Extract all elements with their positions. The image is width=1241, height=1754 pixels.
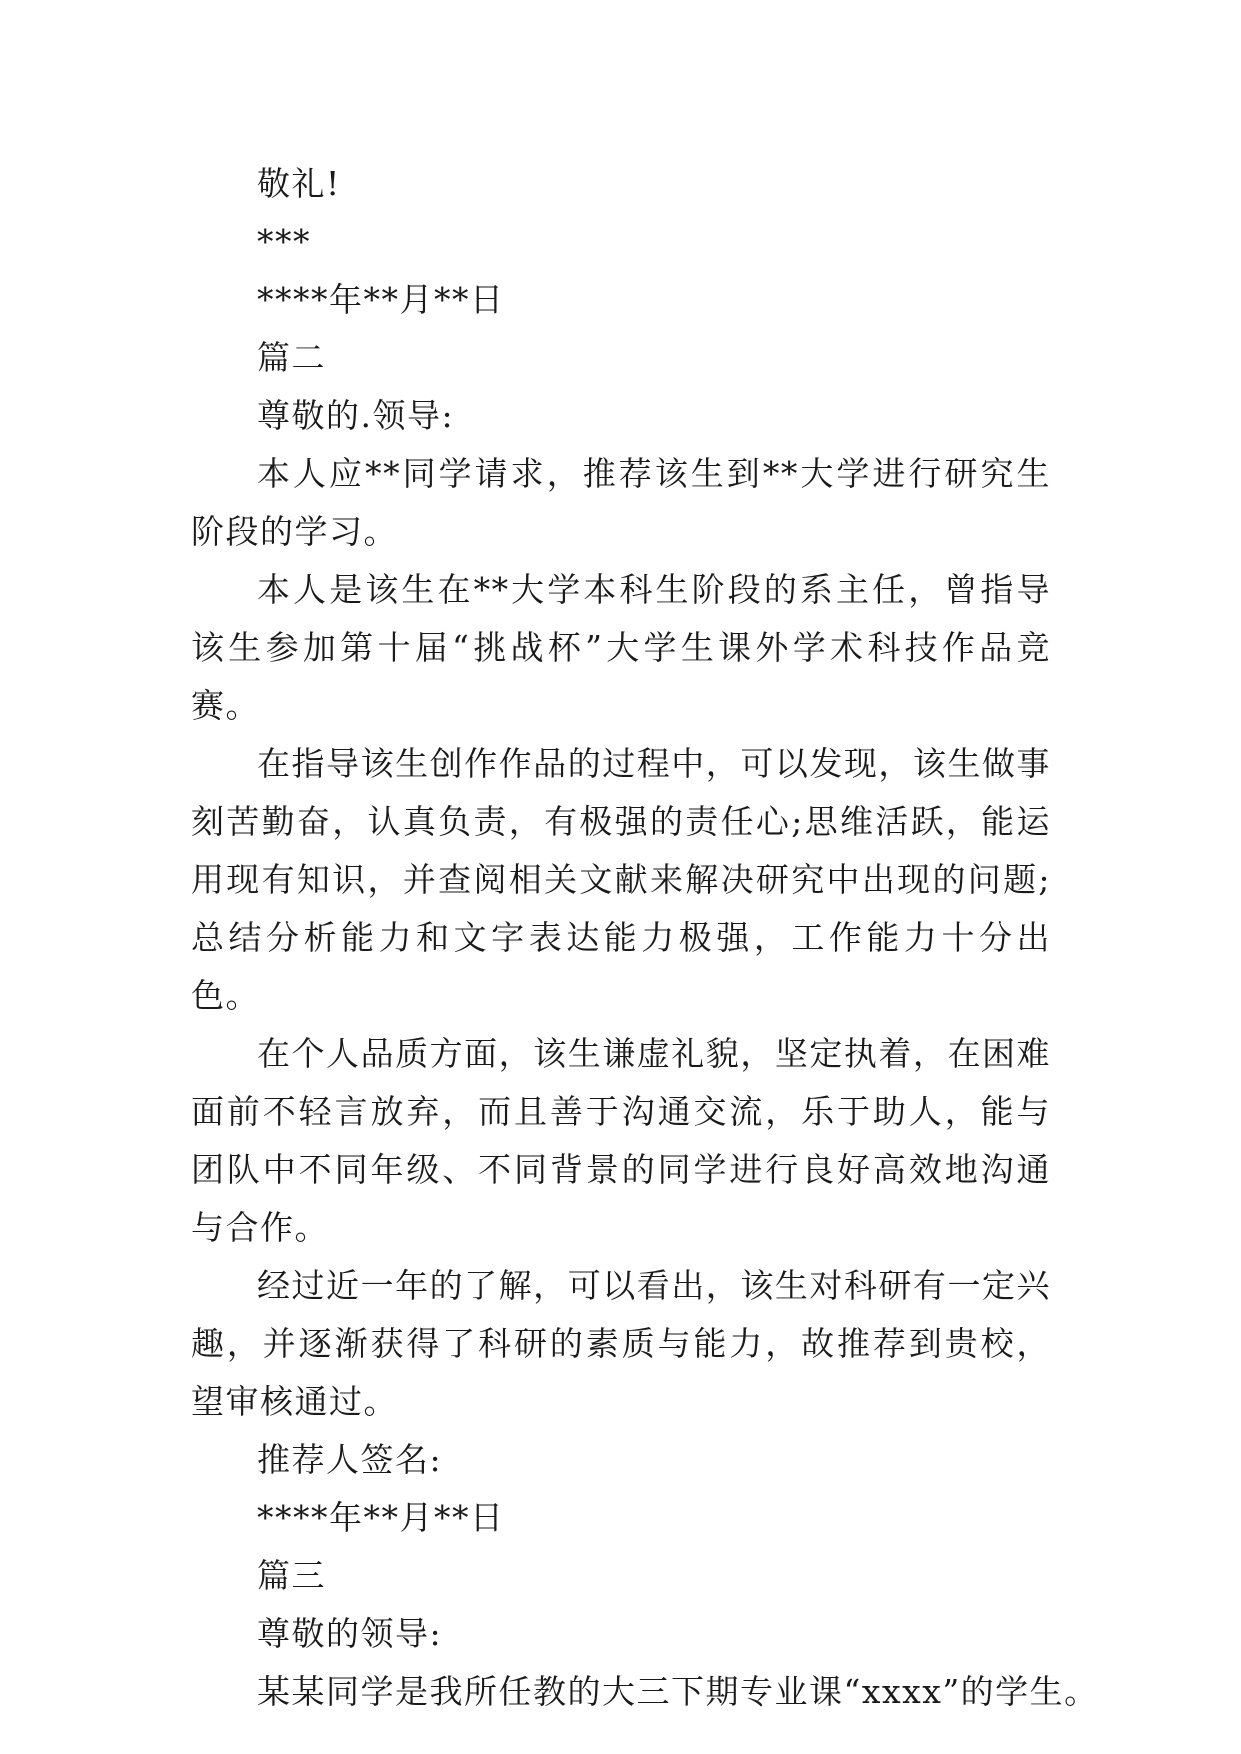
paragraph-character: 在个人品质方面，该生谦虚礼貌，坚定执着，在困难面前不轻言放弃，而且善于沟通交流，乐于助人，能与团队中不同年级、不同背景的同学进行良好高效地沟通与合作。 [191, 1034, 1051, 1247]
closing-regards: 敬礼! [257, 164, 341, 203]
paragraph-background: 本人是该生在**大学本科生阶段的系主任，曾指导该生参加第十届“挑战杯”大学生课外学术科技作品竞赛。 [191, 570, 1051, 725]
section-title-2: 篇二 [257, 338, 326, 377]
salutation-3: 尊敬的领导: [257, 1614, 443, 1653]
document-page [191, 155, 1099, 1721]
recommender-signature: 推荐人签名: [257, 1440, 443, 1479]
section-title-3: 篇三 [257, 1556, 326, 1595]
paragraph-conclusion: 经过近一年的了解，可以看出，该生对科研有一定兴趣，并逐渐获得了科研的素质与能力，故推荐到贵校，望审核通过。 [191, 1266, 1051, 1421]
salutation-2: 尊敬的.领导: [257, 396, 455, 435]
paragraph-ability: 在指导该生创作作品的过程中，可以发现，该生做事刻苦勤奋，认真负责，有极强的责任心;思维活跃，能运用现有知识，并查阅相关文献来解决研究中出现的问题;总结分析能力和文字表达能力极强，工作能力十分出色。 [191, 744, 1051, 1015]
paragraph-request: 本人应**同学请求，推荐该生到**大学进行研究生阶段的学习。 [191, 454, 1051, 551]
date-line-1: ****年**月**日 [257, 280, 505, 319]
section3-first-line: 某某同学是我所任教的大三下期专业课“xxxx”的学生。 [257, 1672, 1099, 1711]
date-line-2: ****年**月**日 [257, 1498, 505, 1537]
signature-placeholder: *** [257, 222, 311, 261]
